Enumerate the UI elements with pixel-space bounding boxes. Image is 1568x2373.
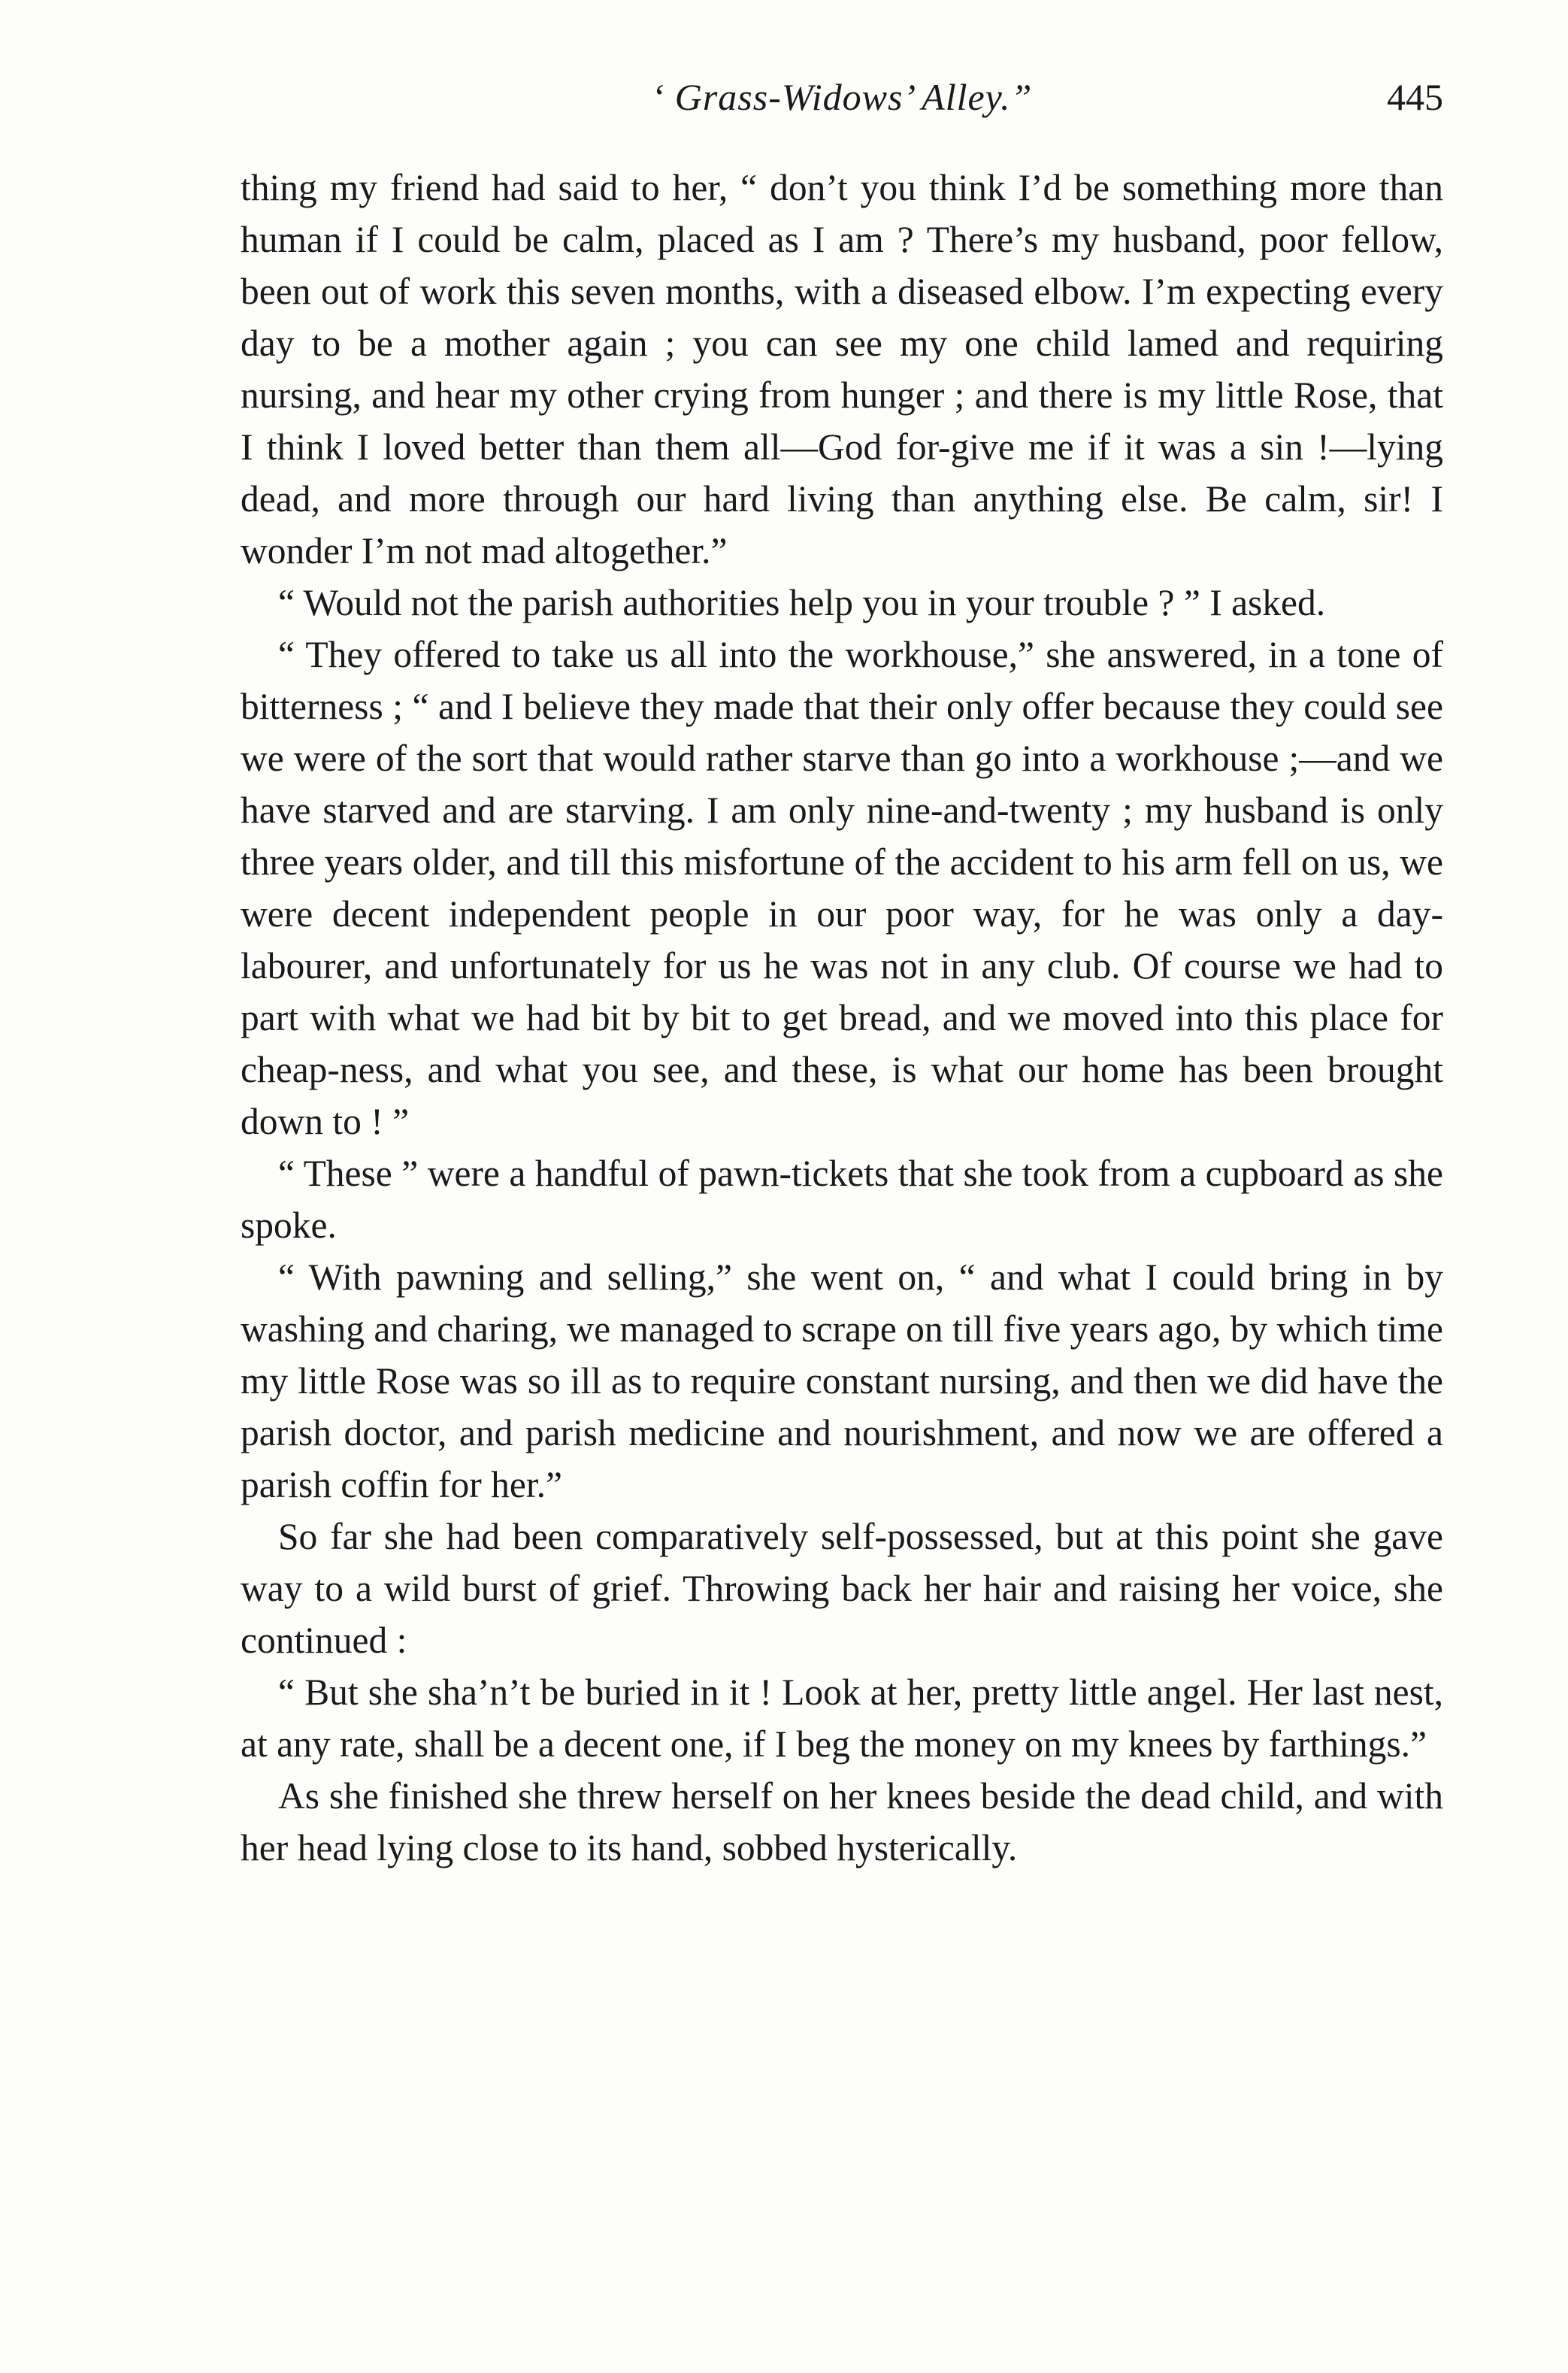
paragraph: “ With pawning and selling,” she went on, “ and what I could bring in by washing and charing, we managed to scrape on till five years ago, by which time my little Rose was so ill as to require constant nursing, and then we did have the parish doctor, and parish medicine and nourishment, and now we are offered a parish coffin for her.” (241, 1256, 1444, 1505)
paragraph: As she finished she threw herself on her knees beside the dead child, and with her head lying close to its hand, sobbed hysterically. (241, 1775, 1443, 1868)
paragraph-continuation: thing my friend had said to her, “ don’t you think I’d be something more than human if I could be calm, placed as I am ? There’s my husband, poor fellow, been out of work this seven months, with a diseased elbow. I’m expecting every day to be a mother again ; you can see my one child lamed and requiring nursing, and hear my other crying from hunger ; and there is my little Rose, that I think I loved better than them all—God for-give me if it was a sin !—lying dead, and more through our hard living than anything else. Be calm, sir! I wonder I’m not mad altogether.” (241, 167, 1443, 571)
paragraph: So far she had been comparatively self-possessed, but at this point she gave way to a wild burst of grief. Throwing back her hair and raising her voice, she continued : (241, 1516, 1443, 1661)
running-head-title: ‘ Grass-Widows’ Alley.” (651, 76, 1033, 118)
paragraph: “ But she sha’n’t be buried in it ! Look at her, pretty little angel. Her last nest, at any rate, shall be a decent one, if I beg the money on my knees by farthings.” (241, 1671, 1443, 1765)
body-text (241, 162, 1443, 1874)
running-head (241, 75, 1443, 135)
paragraph: “ These ” were a handful of pawn-tickets that she took from a cupboard as she spoke. (241, 1153, 1443, 1246)
paragraph: “ They offered to take us all into the workhouse,” she answered, in a tone of bitterness ; “ and I believe they made that their only offer because they could see we were of the sort that would rather starve than go into a workhouse ;—and we have starved and are starving. I am only nine-and-twenty ; my husband is only three years older, and till this misfortune of the accident to his arm fell on us, we were decent independent people in our poor way, for he was only a day-labourer, and unfortunately for us he was not in any club. Of course we had to part with what we had bit by bit to get bread, and we moved into this place for cheap-ness, and what you see, and these, is what our home has been brought down to ! ” (241, 634, 1443, 1142)
page-number: 445 (1387, 76, 1443, 118)
paragraph: “ Would not the parish authorities help you in your trouble ? ” I asked. (278, 582, 1326, 623)
